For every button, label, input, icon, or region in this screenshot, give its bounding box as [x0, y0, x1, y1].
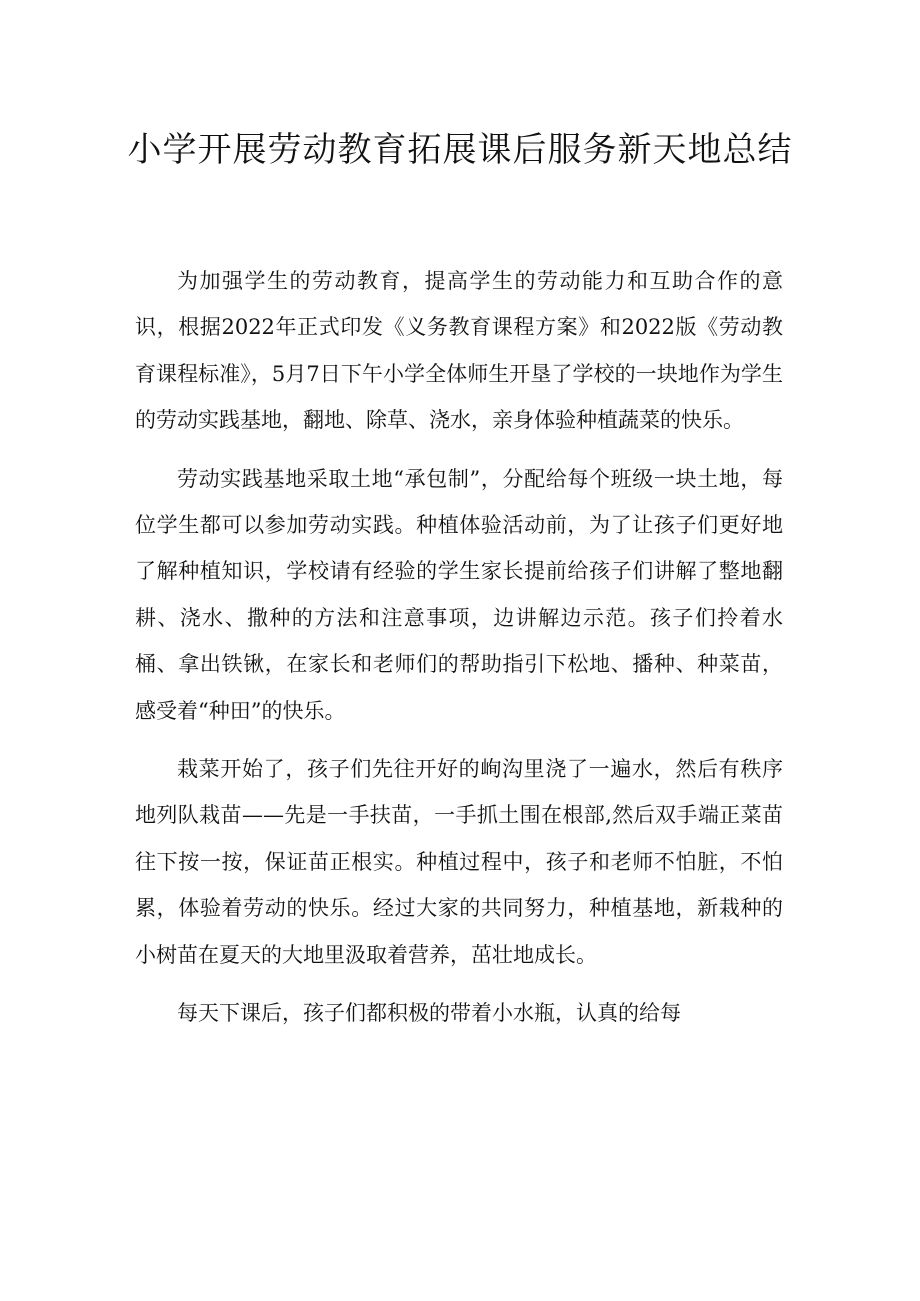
document-body [135, 258, 783, 1049]
document-title: 小学开展劳动教育拓展课后服务新天地总结 [127, 130, 793, 170]
paragraph: 栽菜开始了，孩子们先往开好的峋沟里浇了一遍水，然后有秩序地列队栽苗——先是一手扶苗，一手抓土围在根部,然后双手端正菜苗往下按一按，保证苗正根实。种植过程中，孩子和老师不怕脏，不怕累，体验着劳动的快乐。经过大家的共同努力，种植基地，新栽种的小树苗在夏天的大地里汲取着营养，茁壮地成长。 [135, 757, 783, 967]
paragraph: 每天下课后，孩子们都积极的带着小水瓶，认真的给每 [177, 1001, 681, 1026]
paragraph: 为加强学生的劳动教育，提高学生的劳动能力和互助合作的意识，根据2022年正式印发《义务教育课程方案》和2022版《劳动教育课程标准》，5月7日下午小学全体师生开垦了学校的一块地作为学生的劳动实践基地，翻地、除草、浇水，亲身体验种植蔬菜的快乐。 [135, 269, 783, 433]
paragraph: 劳动实践基地采取土地“承包制”，分配给每个班级一块土地，每位学生都可以参加劳动实践。种植体验活动前，为了让孩子们更好地了解种植知识，学校请有经验的学生家长提前给孩子们讲解了整地翻耕、浇水、撒种的方法和注意事项，边讲解边示范。孩子们拎着水桶、拿出铁锹，在家长和老师们的帮助指引下松地、播种、种菜苗，感受着“种田”的快乐。 [135, 466, 783, 723]
